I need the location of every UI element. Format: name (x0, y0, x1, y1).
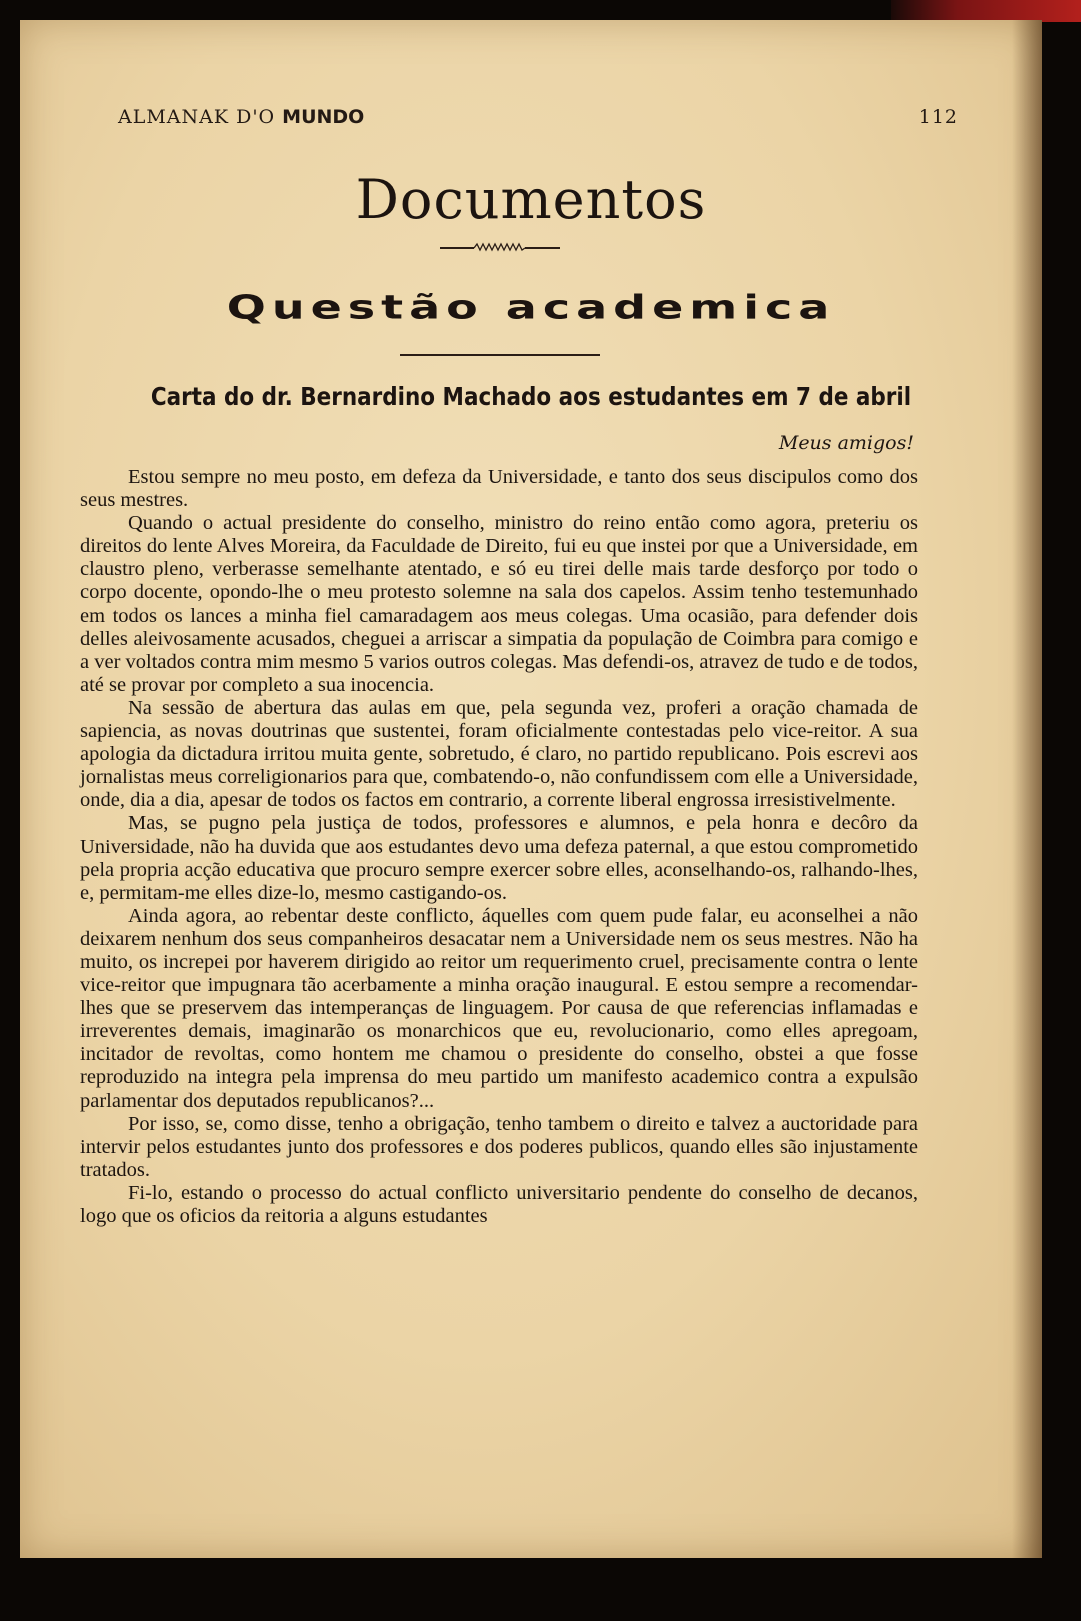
journal-prefix: ALMANAK D'O (118, 106, 283, 128)
paragraph: Estou sempre no meu posto, em defeza da Universidade, e tanto dos seus discipulos como dos seus mestres. (80, 466, 918, 512)
running-header (118, 106, 958, 132)
paragraph: Quando o actual presidente do conselho, ministro do reino então como agora, preteriu os direitos do lente Alves Moreira, da Faculdade de Direito, fui eu que instei por que a Universidade, em claustro pleno, verberasse semelhante atentado, e só eu tirei delle mais tarde desforço por todo o corpo docente, opondo-lhe o meu protesto solemne na sala dos capelos. Assim tenho testemunhado em todos os lances a minha fiel camaradagem aos meus colegas. Uma ocasião, para defender dois delles aleivosamente acusados, cheguei a arriscar a simpatia da população de Coimbra para comigo e a ver voltados contra mim mesmo 5 varios outros colegas. Mas defendi-os, atravez de tudo e de todos, até se provar por completo a sua inocencia. (80, 512, 918, 696)
letter-subtitle: Carta do dr. Bernardino Machado aos estudantes em 7 de abril (150, 382, 912, 411)
paragraph: Por isso, se, como disse, tenho a obrigação, tenho tambem o direito e talvez a auctoridade para intervir pelos estudantes junto dos professores e dos poderes publicos, quando elles são injustamente tratados. (80, 1112, 918, 1181)
paragraph: Ainda agora, ao rebentar deste conflicto, áquelles com quem pude falar, eu aconselhei a não deixarem nenhum dos seus companheiros desacatar nem a Universidade nem os seus mestres. Não ha muito, os increpei por haverem dirigido ao reitor um requerimento cruel, precisamente contra o lente vice-reitor que impugnara tão acerbamente a minha oração inaugural. E estou sempre a recomendar-lhes que se preservem das intemperanças de linguagem. Por causa de que referencias inflamadas e irreverentes demais, imaginarão os monarchicos que eu, revolucionario, como elles apregoam, incitador de revoltas, como hontem me chamou o presidente do conselho, obstei a que fosse reproduzido na integra pela imprensa do meu partido um manifesto academico contra a expulsão parlamentar dos deputados republicanos?... (80, 904, 918, 1112)
salutation: Meus amigos! (778, 432, 914, 454)
journal-name: MUNDO (282, 106, 365, 128)
paragraph: Mas, se pugno pela justiça de todos, professores e alumnos, e pela honra e decôro da Universidade, não ha duvida que aos estudantes devo uma defeza paternal, a que estou comprometido pela propria acção educativa que procuro sempre exercer sobre elles, aconselhando-os, ralhando-lhes, e, permitam-me elles dize-lo, mesmo castigando-os. (80, 812, 918, 904)
section-title: Documentos (355, 168, 707, 231)
paragraph: Na sessão de abertura das aulas em que, pela segunda vez, proferi a oração chamada de sapiencia, as novas doutrinas que sustentei, foram oficialmente contestadas pelo vice-reitor. A sua apologia da dictadura irritou muita gente, sobretudo, é claro, no partido republicano. Pois escrevi aos jornalistas meus correligionarios para que, combatendo-o, não confundissem com elle a Universidade, onde, dia a dia, apesar de todos os factos em contrario, a corrente liberal engrossa irresistivelmente. (80, 696, 918, 812)
letter-body (80, 466, 918, 1228)
adjacent-page-edge (891, 0, 1081, 22)
journal-title (118, 106, 364, 128)
page-number: 112 (918, 106, 958, 128)
title-rule (400, 354, 600, 356)
article-title: Questão academica (226, 287, 836, 327)
almanac-page (20, 20, 1042, 1558)
paragraph: Fi-lo, estando o processo do actual conflicto universitario pendente do conselho de decanos, logo que os oficios da reitoria a alguns estudantes (80, 1181, 918, 1227)
decorative-wavy-rule (440, 242, 560, 252)
